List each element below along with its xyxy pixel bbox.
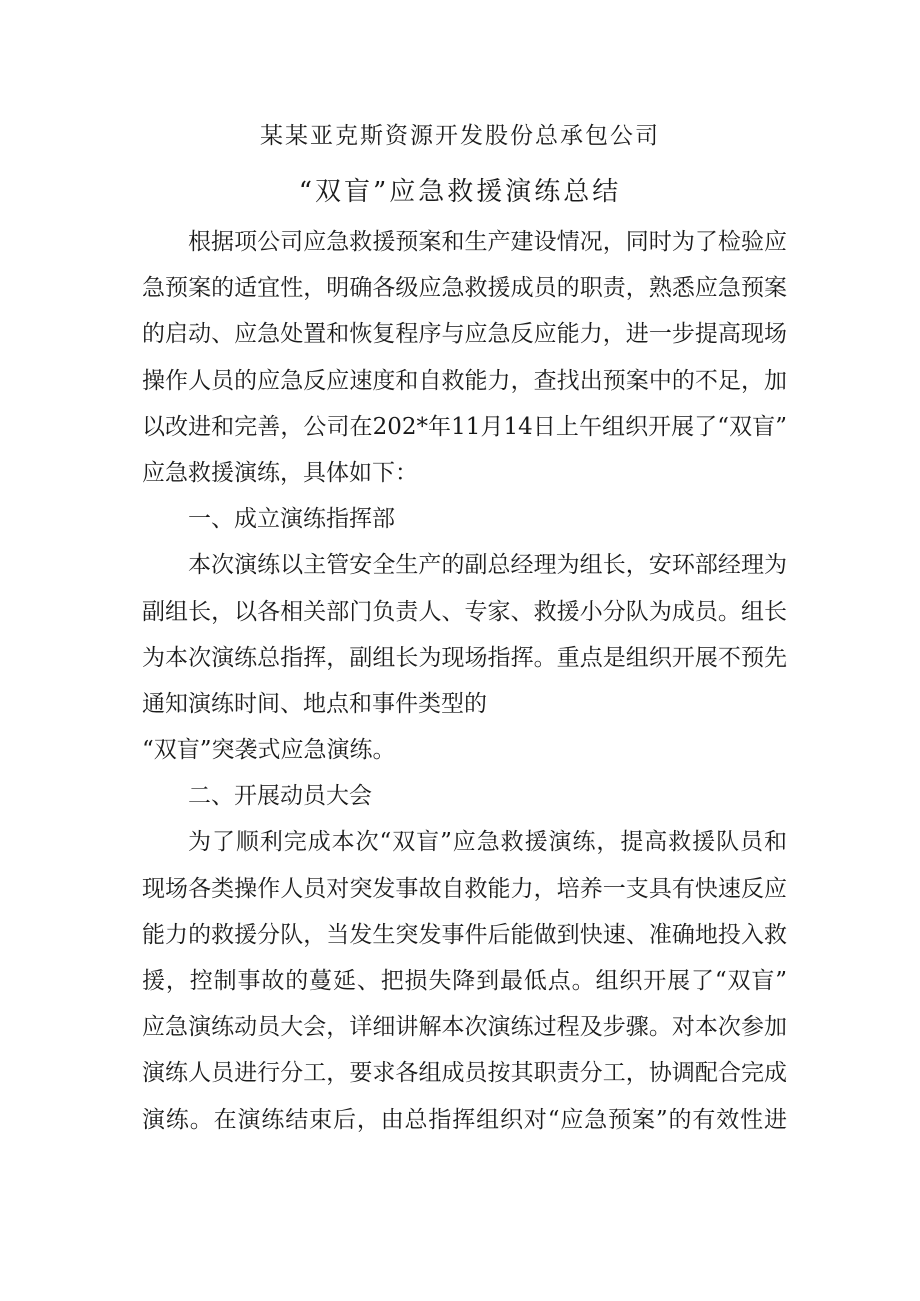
company-name: 某某亚克斯资源开发股份总承包公司 [260, 123, 660, 149]
paragraph-line: “双盲”突袭式应急演练。 [142, 737, 396, 764]
section-heading: 二、开展动员大会 [188, 783, 372, 810]
paragraph-line: 通知演练时间、地点和事件类型的 [142, 690, 487, 717]
paragraph-line: 应急救援演练，具体如下： [142, 459, 418, 486]
paragraph-line: 演练。在演练结束后，由总指挥组织对“应急预案”的有效性进 [142, 1106, 787, 1133]
paragraph-line: 为了顺利完成本次“双盲”应急救援演练，提高救援队员和 [188, 829, 787, 856]
paragraph-line: 急预案的适宜性，明确各级应急救援成员的职责，熟悉应急预案 [142, 275, 787, 302]
paragraph-line: 应急演练动员大会，详细讲解本次演练过程及步骤。对本次参加 [142, 1014, 787, 1041]
document-title: “双盲”应急救援演练总结 [298, 177, 622, 207]
paragraph-line: 根据项公司应急救援预案和生产建设情况，同时为了检验应 [188, 229, 787, 255]
section-heading: 一、成立演练指挥部 [188, 506, 395, 533]
paragraph-line: 能力的救援分队，当发生突发事件后能做到快速、准确地投入救 [142, 921, 787, 948]
paragraph-line: 现场各类操作人员对突发事故自救能力，培养一支具有快速反应 [142, 875, 787, 902]
paragraph-line: 副组长，以各相关部门负责人、专家、救援小分队为成员。组长 [142, 598, 787, 625]
paragraph-line: 为本次演练总指挥，副组长为现场指挥。重点是组织开展不预先 [142, 644, 787, 671]
paragraph-line: 操作人员的应急反应速度和自救能力，查找出预案中的不足，加 [142, 367, 787, 394]
paragraph-line: 援，控制事故的蔓延、把损失降到最低点。组织开展了“双盲” [142, 968, 787, 994]
document-body [142, 219, 787, 1143]
paragraph-line: 演练人员进行分工，要求各组成员按其职责分工，协调配合完成 [142, 1060, 787, 1087]
paragraph-line: 的启动、应急处置和恢复程序与应急反应能力，进一步提高现场 [142, 321, 787, 348]
paragraph-line: 以改进和完善，公司在202*年11月14日上午组织开展了“双盲” [142, 413, 787, 440]
paragraph-line: 本次演练以主管安全生产的副总经理为组长，安环部经理为 [188, 552, 787, 579]
